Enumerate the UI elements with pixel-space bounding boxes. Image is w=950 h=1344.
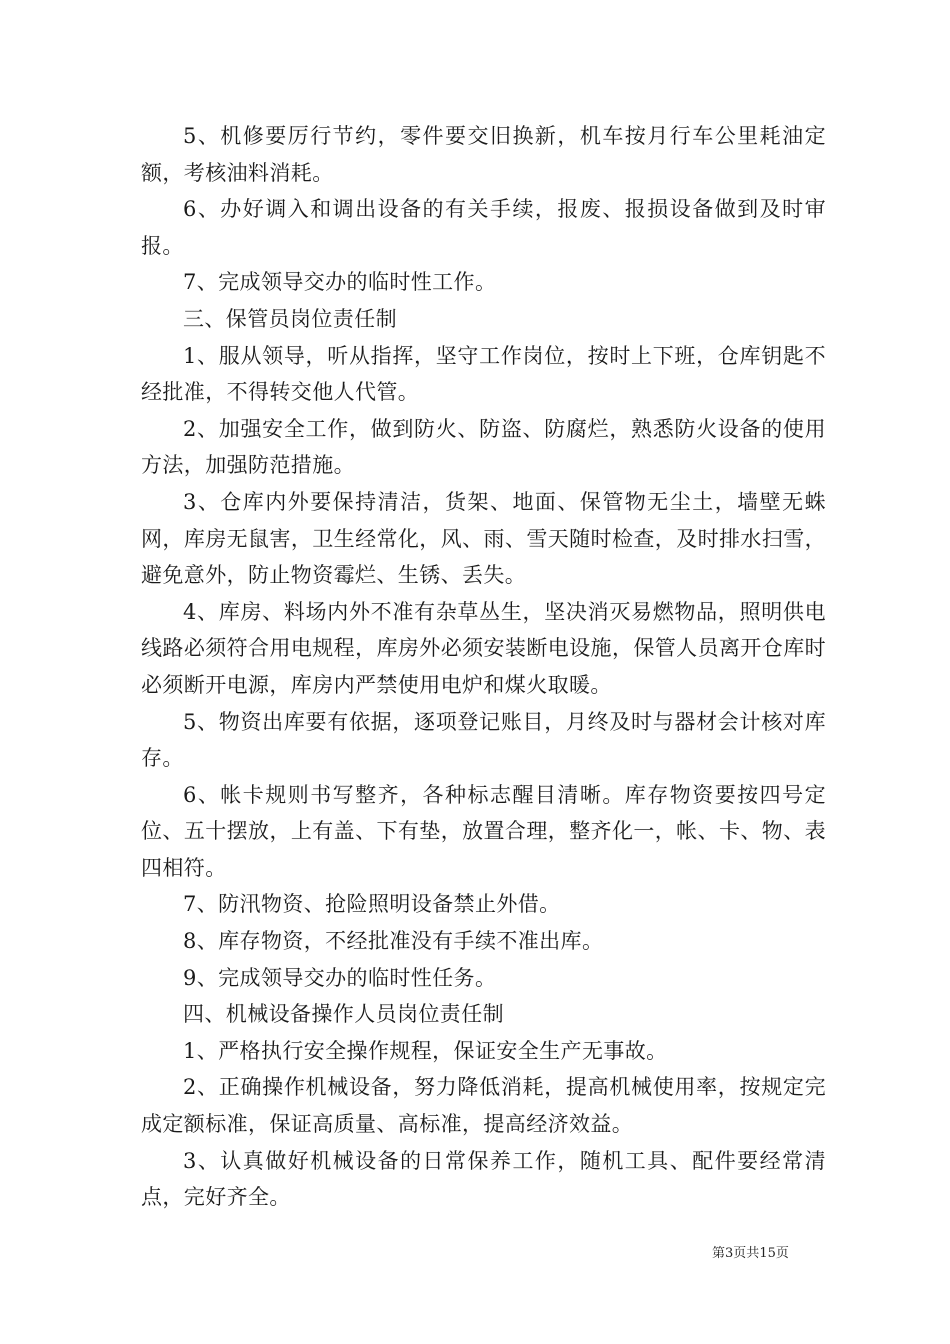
paragraph: 5、机修要厉行节约，零件要交旧换新，机车按月行车公里耗油定额，考核油料消耗。 bbox=[141, 124, 826, 185]
document-body bbox=[141, 118, 826, 1216]
paragraph: 7、完成领导交办的临时性工作。 bbox=[183, 270, 497, 295]
section-heading: 三、保管员岗位责任制 bbox=[183, 306, 397, 331]
footer-middle: 页共 bbox=[733, 1246, 760, 1261]
paragraph: 3、仓库内外要保持清洁，货架、地面、保管物无尘土，墙壁无蛛网，库房无鼠害，卫生经常化，风、雨、雪天随时检查，及时排水扫雪，避免意外，防止物资霉烂、生锈、丢失。 bbox=[141, 489, 826, 588]
paragraph: 2、正确操作机械设备，努力降低消耗，提高机械使用率，按规定完成定额标准，保证高质量、高标准，提高经济效益。 bbox=[141, 1075, 826, 1137]
paragraph: 2、加强安全工作，做到防火、防盗、防腐烂，熟悉防火设备的使用方法，加强防范措施。 bbox=[141, 416, 826, 478]
paragraph: 6、办好调入和调出设备的有关手续，报废、报损设备做到及时审报。 bbox=[141, 197, 826, 258]
paragraph: 8、库存物资，不经批准没有手续不准出库。 bbox=[183, 929, 604, 954]
section-heading: 四、机械设备操作人员岗位责任制 bbox=[183, 1002, 504, 1027]
paragraph: 6、帐卡规则书写整齐，各种标志醒目清晰。库存物资要按四号定位、五十摆放，上有盖、下有垫，放置合理，整齐化一，帐、卡、物、表四相符。 bbox=[141, 782, 826, 880]
paragraph: 5、物资出库要有依据，逐项登记账目，月终及时与器材会计核对库存。 bbox=[141, 709, 826, 771]
paragraph: 4、库房、料场内外不准有杂草丛生，坚决消灭易燃物品，照明供电线路必须符合用电规程，库房外必须安装断电设施，保管人员离开仓库时必须断开电源，库房内严禁使用电炉和煤火取暖。 bbox=[141, 599, 826, 697]
page-number-footer bbox=[712, 1246, 789, 1262]
paragraph: 1、严格执行安全操作规程，保证安全生产无事故。 bbox=[183, 1038, 668, 1063]
paragraph: 1、服从领导，听从指挥，坚守工作岗位，按时上下班，仓库钥匙不经批准，不得转交他人代管。 bbox=[141, 343, 826, 405]
footer-prefix: 第 bbox=[712, 1246, 726, 1261]
footer-total-pages: 15 bbox=[759, 1246, 776, 1261]
paragraph: 7、防汛物资、抢险照明设备禁止外借。 bbox=[183, 892, 561, 917]
footer-suffix: 页 bbox=[775, 1246, 789, 1261]
footer-page-number: 3 bbox=[725, 1246, 734, 1261]
paragraph: 9、完成领导交办的临时性任务。 bbox=[183, 965, 497, 990]
paragraph: 3、认真做好机械设备的日常保养工作，随机工具、配件要经常清点，完好齐全。 bbox=[141, 1148, 826, 1210]
